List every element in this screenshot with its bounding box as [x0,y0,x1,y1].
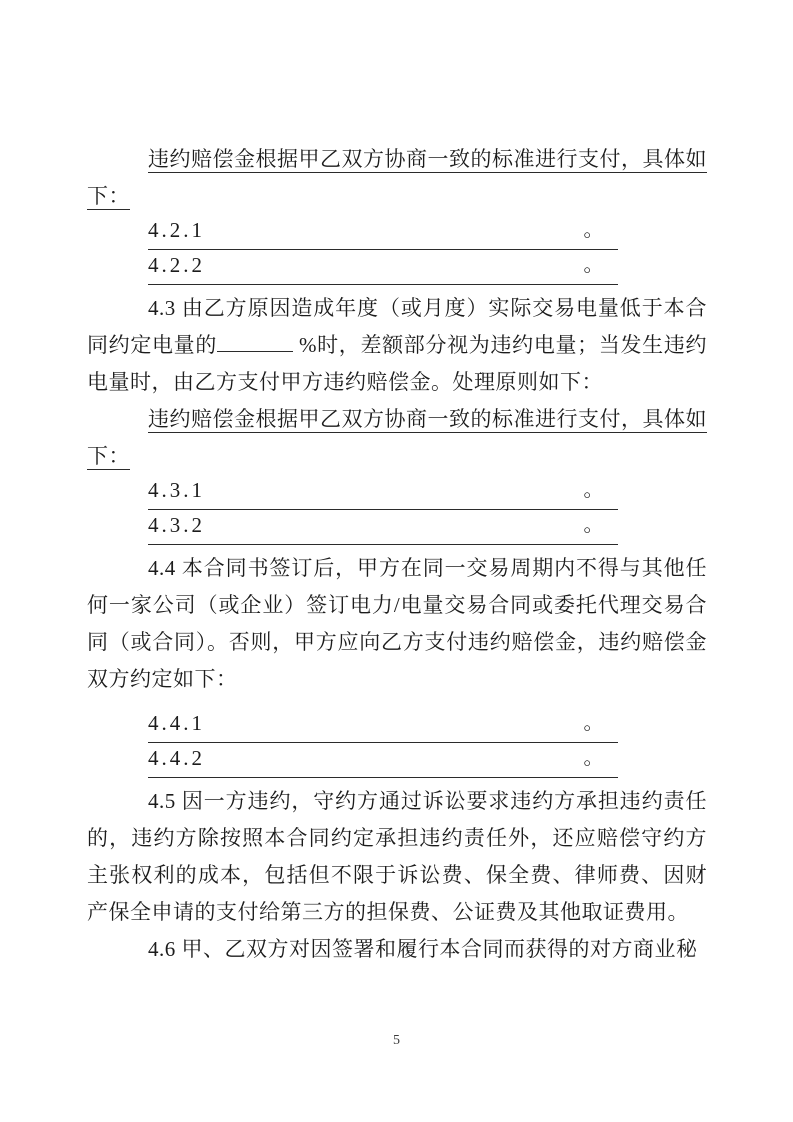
blank-line-4-3-1 [148,480,618,510]
period-mark: 。 [583,747,604,769]
clause-4-5: 4.5 因一方违约，守约方通过诉讼要求违约方承担违约责任的，违约方除按照本合同约定承担违约责任外，还应赔偿守约方主张权利的成本，包括但不限于诉讼费、保全费、律师费、因财产保全申请的支付给第三方的担保费、公证费及其他取证费用。 [87,789,707,924]
page-number: 5 [393,1033,400,1048]
blank-line-4-4-1 [148,713,618,743]
blank-line-4-2-1 [148,220,618,250]
clause-4-4: 4.4 本合同书签订后，甲方在同一交易周期内不得与其他任何一家公司（或企业）签订电力/电量交易合同或委托代理交易合同（或合同）。否则，甲方应向乙方支付违约赔偿金，违约赔偿金双方约定如下： [87,556,707,691]
clause-4-3-intro: 违约赔偿金根据甲乙双方协商一致的标准进行支付，具体如下： [87,407,707,468]
period-mark: 。 [583,479,604,501]
clause-number-4-2-1: 4.2.1 [148,218,205,242]
clause-number-4-2-2: 4.2.2 [148,253,205,277]
clause-4-3-text-before: 4.3 由乙方原因造成年度（或月度）实际交易电量低于本合同约定电量的 [87,296,707,357]
blank-line-4-3-2 [148,515,618,545]
period-mark: 。 [583,254,604,276]
blank-line-4-2-2 [148,255,618,285]
period-mark: 。 [583,219,604,241]
fill-in-blank [217,348,293,352]
document-content [87,141,707,968]
clause-4-3-text-after: %时，差额部分视为违约电量；当发生违约电量时，由乙方支付甲方违约赔偿金。处理原则如下： [87,333,708,394]
clause-4-2-intro: 违约赔偿金根据甲乙双方协商一致的标准进行支付，具体如下： [87,147,707,208]
clause-4-3 [87,290,707,401]
period-mark: 。 [583,514,604,536]
clause-4-6: 4.6 甲、乙双方对因签署和履行本合同而获得的对方商业秘 [148,937,698,961]
clause-number-4-3-1: 4.3.1 [148,478,205,502]
period-mark: 。 [583,712,604,734]
blank-line-4-4-2 [148,748,618,778]
clause-number-4-4-2: 4.4.2 [148,746,205,770]
clause-number-4-3-2: 4.3.2 [148,513,205,537]
clause-number-4-4-1: 4.4.1 [148,711,205,735]
